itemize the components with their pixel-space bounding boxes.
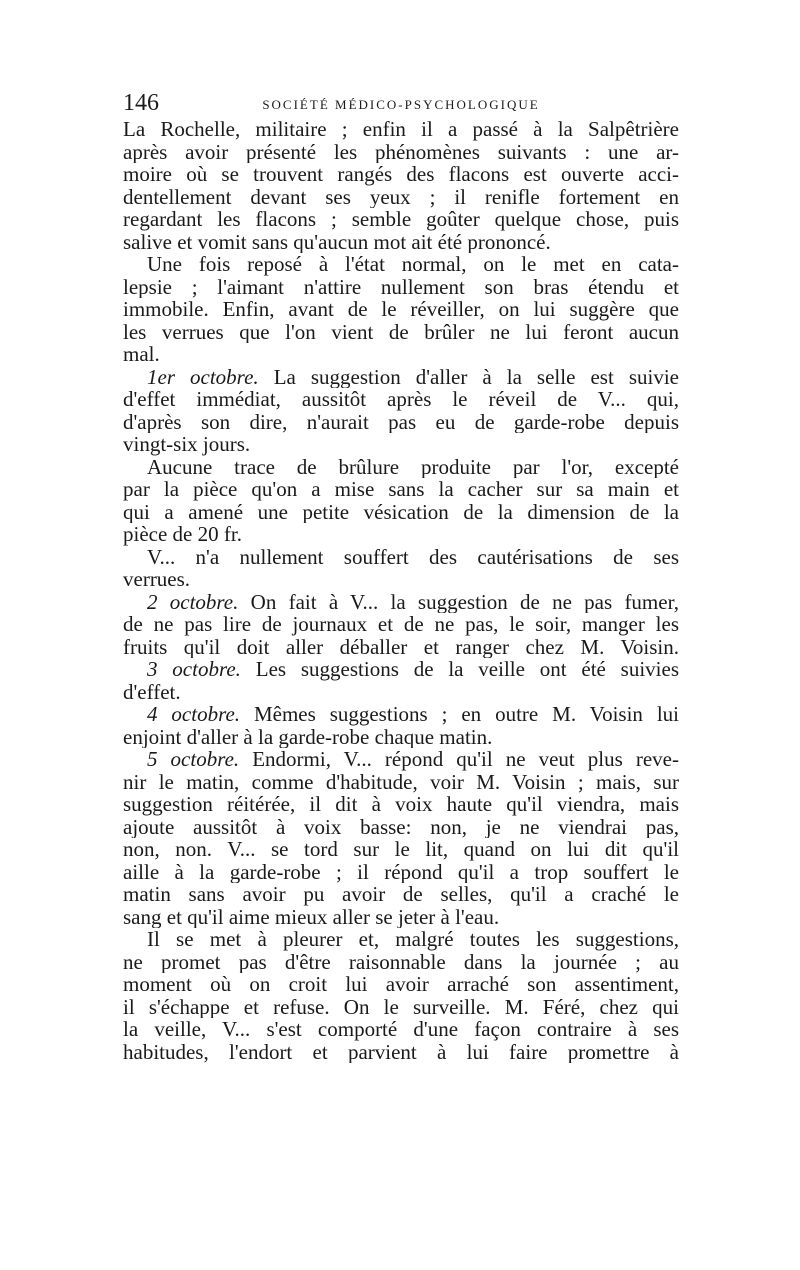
line-text: la veille, V... s'est comporté d'une façon contraire à ses	[123, 1018, 679, 1041]
text-line	[123, 771, 679, 794]
line-text: V... n'a nullement souffert des cautérisations de ses	[147, 545, 679, 568]
text-body	[123, 118, 679, 1063]
line-text: Les suggestions de la veille ont été suivies	[240, 658, 679, 681]
line-text: de ne pas lire de journaux et de ne pas, le soir, manger les	[123, 613, 679, 636]
text-line	[123, 366, 679, 389]
line-text: après avoir présenté les phénomènes suivants : une ar-	[123, 140, 679, 163]
line-text: d'effet.	[123, 680, 181, 703]
line-text: Il se met à pleurer et, malgré toutes les suggestions,	[147, 928, 679, 951]
line-text: non, non. V... se tord sur le lit, quand on lui dit qu'il	[123, 838, 679, 861]
line-text: moment où on croit lui avoir arraché son assentiment,	[123, 973, 679, 996]
text-line	[123, 186, 679, 209]
line-text: matin sans avoir pu avoir de selles, qu'il a craché le	[123, 883, 679, 906]
text-line	[123, 861, 679, 884]
date-heading: 1er octobre.	[147, 365, 259, 388]
text-line	[123, 726, 679, 749]
line-text: moire où se trouvent rangés des flacons est ouverte acci-	[123, 163, 679, 186]
line-text: nir le matin, comme d'habitude, voir M. Voisin ; mais, sur	[123, 770, 679, 793]
line-text: Mêmes suggestions ; en outre M. Voisin lui	[240, 703, 679, 726]
text-line	[123, 456, 679, 479]
text-line	[123, 591, 679, 614]
line-text: Aucune trace de brûlure produite par l'or, excepté	[147, 455, 679, 478]
text-line	[123, 681, 679, 704]
text-line	[123, 501, 679, 524]
text-line	[123, 321, 679, 344]
line-text: Endormi, V... répond qu'il ne veut plus reve-	[239, 748, 679, 771]
line-text: les verrues que l'on vient de brûler ne lui feront aucun	[123, 320, 679, 343]
page-number: 146	[123, 90, 159, 116]
line-text: regardant les flacons ; semble goûter quelque chose, puis	[123, 208, 679, 231]
line-text: aille à la garde-robe ; il répond qu'il a trop souffert le	[123, 860, 679, 883]
text-line	[123, 973, 679, 996]
line-text: ne promet pas d'être raisonnable dans la journée ; au	[123, 950, 679, 973]
date-heading: 2 octobre.	[147, 590, 239, 613]
text-line	[123, 478, 679, 501]
line-text: il s'échappe et refuse. On le surveille. M. Féré, chez qui	[123, 995, 679, 1018]
text-line	[123, 388, 679, 411]
text-line	[123, 838, 679, 861]
text-line	[123, 951, 679, 974]
text-line	[123, 568, 679, 591]
text-line	[123, 433, 679, 456]
text-line	[123, 816, 679, 839]
text-line	[123, 141, 679, 164]
text-line	[123, 276, 679, 299]
text-line	[123, 118, 679, 141]
date-heading: 4 octobre.	[147, 703, 241, 726]
line-text: La Rochelle, militaire ; enfin il a passé à la Salpêtrière	[123, 118, 679, 141]
line-text: immobile. Enfin, avant de le réveiller, on lui suggère que	[123, 298, 679, 321]
running-title: SOCIÉTÉ MÉDICO-PSYCHOLOGIQUE	[262, 97, 540, 112]
line-text: dentellement devant ses yeux ; il renifle fortement en	[123, 185, 679, 208]
text-line	[123, 411, 679, 434]
line-text: qui a amené une petite vésication de la dimension de la	[123, 500, 679, 523]
line-text: salive et vomit sans qu'aucun mot ait été prononcé.	[123, 230, 551, 253]
date-heading: 5 octobre.	[147, 748, 240, 771]
text-line	[123, 343, 679, 366]
text-line	[123, 231, 679, 254]
line-text: d'effet immédiat, aussitôt après le réveil de V... qui,	[123, 388, 679, 411]
line-text: enjoint d'aller à la garde-robe chaque matin.	[123, 725, 493, 748]
line-text: sang et qu'il aime mieux aller se jeter à l'eau.	[123, 905, 500, 928]
text-line	[123, 748, 679, 771]
text-line	[123, 208, 679, 231]
line-text: Une fois reposé à l'état normal, on le met en cata-	[147, 253, 679, 276]
line-text: mal.	[123, 343, 160, 366]
line-text: d'après son dire, n'aurait pas eu de garde-robe depuis	[123, 410, 679, 433]
text-line	[123, 163, 679, 186]
line-text: vingt-six jours.	[123, 433, 251, 456]
text-line	[123, 703, 679, 726]
line-text: fruits qu'il doit aller déballer et ranger chez M. Voisin.	[123, 635, 679, 658]
text-line	[123, 883, 679, 906]
text-line	[123, 906, 679, 929]
line-text: La suggestion d'aller à la selle est suivie	[258, 365, 679, 388]
date-heading: 3 octobre.	[147, 658, 241, 681]
text-line	[123, 928, 679, 951]
text-line	[123, 546, 679, 569]
text-line	[123, 658, 679, 681]
text-line	[123, 253, 679, 276]
text-line	[123, 1018, 679, 1041]
text-line	[123, 523, 679, 546]
line-text: On fait à V... la suggestion de ne pas fumer,	[238, 590, 679, 613]
text-line	[123, 636, 679, 659]
line-text: habitudes, l'endort et parvient à lui faire promettre à	[123, 1040, 679, 1063]
line-text: verrues.	[123, 568, 191, 591]
page-header	[123, 90, 679, 120]
text-line	[123, 613, 679, 636]
text-line	[123, 1041, 679, 1064]
line-text: suggestion réitérée, il dit à voix haute qu'il viendra, mais	[123, 793, 679, 816]
text-line	[123, 793, 679, 816]
line-text: par la pièce qu'on a mise sans la cacher sur sa main et	[123, 478, 679, 501]
line-text: lepsie ; l'aimant n'attire nullement son bras étendu et	[123, 275, 679, 298]
line-text: ajoute aussitôt à voix basse: non, je ne viendrai pas,	[123, 815, 679, 838]
line-text: pièce de 20 fr.	[123, 523, 242, 546]
text-line	[123, 298, 679, 321]
text-line	[123, 996, 679, 1019]
